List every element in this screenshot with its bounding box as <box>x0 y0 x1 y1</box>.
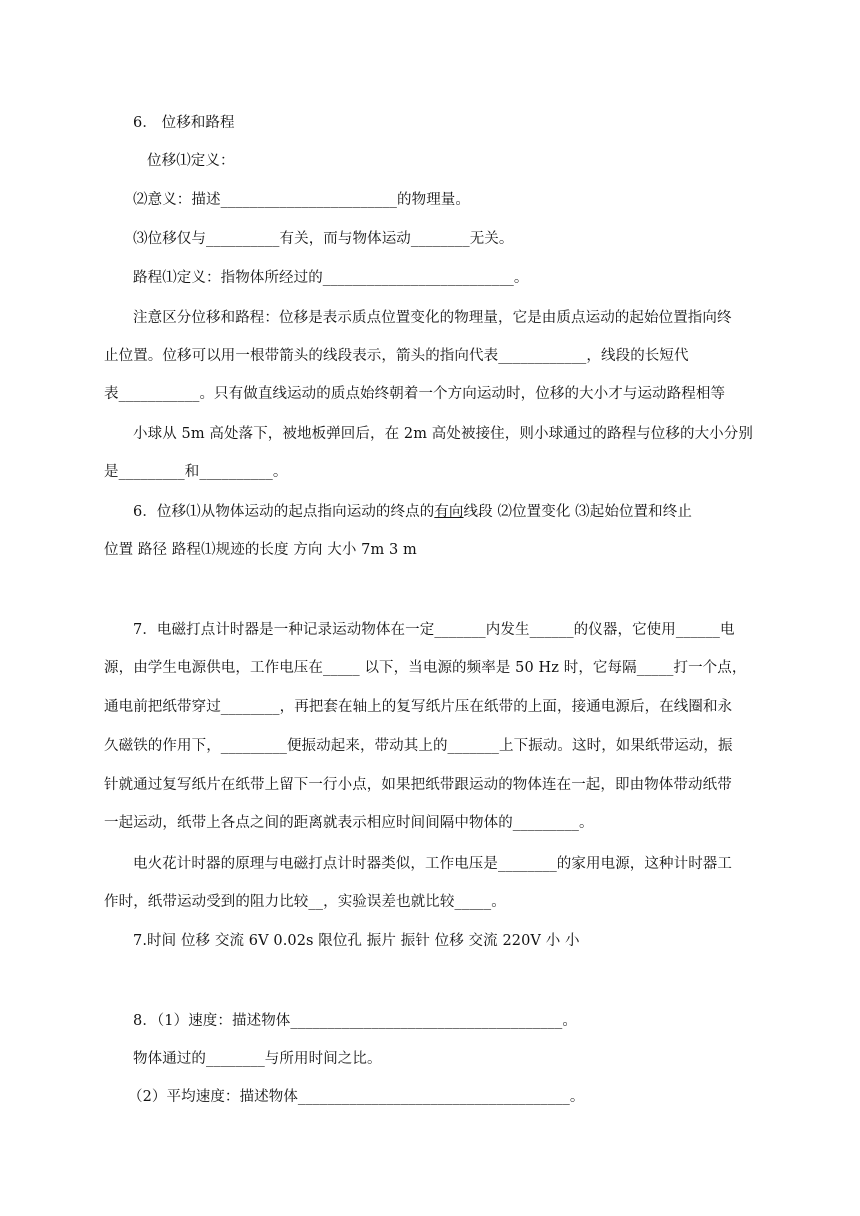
q6-note-line-2: 止位置。位移可以用一根带箭头的线段表示，箭头的指向代表____________，线段的长短代 <box>104 348 689 364</box>
q7-line-6: 一起运动，纸带上各点之间的距离就表示相应时间间隔中物体的_________。 <box>104 815 594 831</box>
answer-6-line-1 <box>133 502 692 522</box>
q6-note-line-3: 表___________。只有做直线运动的质点始终朝着一个方向运动时，位移的大小才与运动路程相等 <box>104 386 726 402</box>
q7-line-5: 针就通过复写纸片在纸带上留下一行小点，如果把纸带跟运动的物体连在一起，即由物体带动纸带 <box>104 777 732 793</box>
q7-line-3: 通电前把纸带穿过________，再把套在轴上的复写纸片压在纸带的上面，接通电源后，在线圈和永 <box>104 699 733 715</box>
q6-related: ⑶位移仅与__________有关，而与物体运动________无关。 <box>133 231 514 247</box>
q6-ball-line-1: 小球从 5m 高处落下，被地板弹回后，在 2m 高处被接住，则小球通过的路程与位移的大小分别 <box>133 426 753 442</box>
q8-line-2: 物体通过的________与所用时间之比。 <box>133 1051 382 1067</box>
q7-spark-line-2: 作时，纸带运动受到的阻力比较__，实验误差也就比较_____。 <box>104 894 506 910</box>
q8-line-3: （2）平均速度：描述物体_____________________________________。 <box>128 1089 585 1105</box>
q7-line-1: 7．电磁打点计时器是一种记录运动物体在一定_______内发生______的仪器，它使用______电 <box>133 622 735 638</box>
q6-path-definition: 路程⑴定义：指物体所经过的__________________________。 <box>133 270 529 286</box>
answer-7: 7.时间 位移 交流 6V 0.02s 限位孔 振片 振针 位移 交流 220V 小 小 <box>133 933 580 949</box>
q6-note-line-1: 注意区分位移和路程：位移是表示质点位置变化的物理量，它是由质点运动的起始位置指向终 <box>133 310 732 326</box>
q7-line-4: 久磁铁的作用下，_________便振动起来，带动其上的_______上下振动。这时，如果纸带运动，振 <box>104 738 733 754</box>
q6-displacement-definition: 位移⑴定义： <box>147 153 235 169</box>
q6-ball-line-2: 是_________和__________。 <box>104 464 288 480</box>
q7-spark-line-1: 电火花计时器的原理与电磁打点计时器类似，工作电压是________的家用电源，这种计时器工 <box>133 856 732 872</box>
q8-line-1: 8．（1）速度：描述物体_____________________________________。 <box>133 1013 577 1029</box>
q6-title: 6． 位移和路程 <box>133 115 235 131</box>
answer-6-text-a: 6．位移⑴从物体运动的起点指向运动的终点的 <box>133 504 435 520</box>
answer-6-underlined: 有向 <box>434 504 464 520</box>
answer-6-text-b: 线段 ⑵位置变化 ⑶起始位置和终止 <box>463 504 692 520</box>
answer-6-line-2: 位置 路径 路程⑴规迹的长度 方向 大小 7m 3 m <box>104 542 417 558</box>
q6-meaning: ⑵意义：描述________________________的物理量。 <box>133 192 470 208</box>
q7-line-2: 源，由学生电源供电，工作电压在_____ 以下，当电源的频率是 50 Hz 时，它每隔_____打一个点， <box>104 660 747 676</box>
